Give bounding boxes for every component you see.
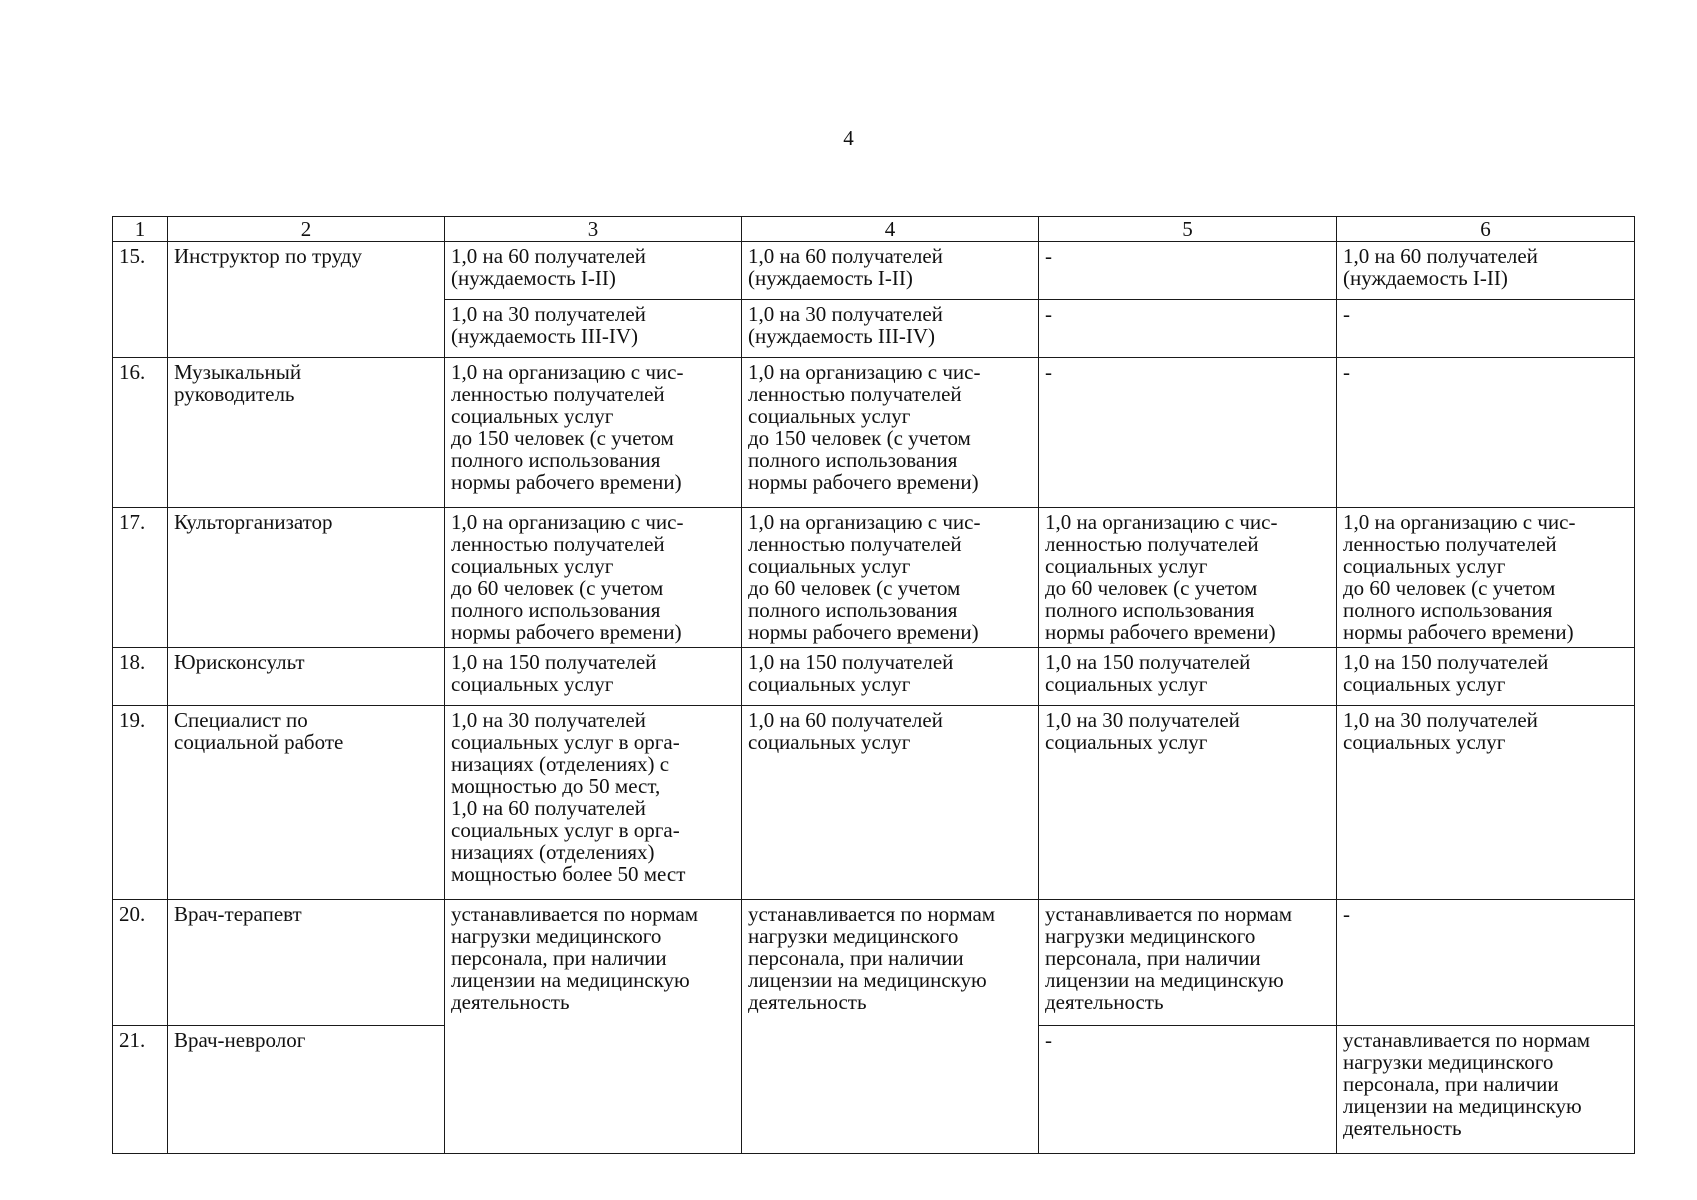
norm-text: 1,0 на организацию с чис- ленностью получателей социальных услуг до 150 человек (с учетом полного использования нормы рабочего времени) [451,360,684,494]
position-name-text: Инструктор по труду [174,244,362,268]
norm-col-5 [1039,358,1337,508]
norm-text: 1,0 на 30 получателей социальных услуг [1045,708,1240,754]
norm-col-6 [1337,300,1635,358]
row-number: 15. [113,242,168,358]
norm-col-3 [445,358,742,508]
row-number: 19. [113,706,168,900]
norm-col-3 [445,648,742,706]
norm-text: 1,0 на 30 получателей (нуждаемость III-IV) [451,302,646,348]
norm-text: - [1343,302,1350,326]
norm-text: 1,0 на 30 получателей социальных услуг [1343,708,1538,754]
table-row [113,706,1635,900]
position-name [168,706,445,900]
norm-text: 1,0 на организацию с чис- ленностью получателей социальных услуг до 60 человек (с учетом полного использования нормы рабочего времени) [1045,510,1278,644]
header-cell-6: 6 [1337,217,1635,242]
norm-text: - [1343,360,1350,384]
position-name-text: Музыкальный руководитель [174,360,302,406]
position-name [168,242,445,358]
norm-text: 1,0 на 60 получателей социальных услуг [748,708,943,754]
table-row [113,508,1635,648]
norm-col-6 [1337,242,1635,300]
norm-text: - [1045,1028,1052,1052]
header-cell-4: 4 [742,217,1039,242]
position-name-text: Врач-невролог [174,1028,306,1052]
norm-text: устанавливается по нормам нагрузки медицинского персонала, при наличии лицензии на медицинскую деятельность [1045,902,1293,1014]
norm-col-5 [1039,508,1337,648]
norm-text: 1,0 на 150 получателей социальных услуг [748,650,954,696]
norm-col-3 [445,900,742,1154]
header-cell-1: 1 [113,217,168,242]
row-number: 17. [113,508,168,648]
norm-text: - [1045,244,1052,268]
norm-text: 1,0 на организацию с чис- ленностью получателей социальных услуг до 60 человек (с учетом полного использования нормы рабочего времени) [748,510,981,644]
norm-text: устанавливается по нормам нагрузки медицинского персонала, при наличии лицензии на медицинскую деятельность [451,902,699,1014]
norm-col-6 [1337,900,1635,1026]
position-name-text: Культорганизатор [174,510,333,534]
norm-text: 1,0 на 60 получателей (нуждаемость I-II) [748,244,943,290]
norm-text: устанавливается по нормам нагрузки медицинского персонала, при наличии лицензии на медицинскую деятельность [748,902,996,1014]
norm-text: - [1343,902,1350,926]
norm-col-5 [1039,648,1337,706]
header-cell-2: 2 [168,217,445,242]
row-number: 21. [113,1026,168,1154]
norm-text: 1,0 на 150 получателей социальных услуг [451,650,657,696]
norm-text: 1,0 на организацию с чис- ленностью получателей социальных услуг до 60 человек (с учетом полного использования нормы рабочего времени) [451,510,684,644]
norm-col-4 [742,358,1039,508]
position-name [168,358,445,508]
position-name [168,900,445,1026]
norm-text: 1,0 на 150 получателей социальных услуг [1045,650,1251,696]
position-name-text: Юрисконсульт [174,650,305,674]
norm-col-5 [1039,1026,1337,1154]
norm-col-5 [1039,300,1337,358]
norm-col-6 [1337,1026,1635,1154]
norm-text: 1,0 на 60 получателей (нуждаемость I-II) [1343,244,1538,290]
norm-col-5 [1039,900,1337,1026]
norm-col-6 [1337,358,1635,508]
staffing-norms-table [112,216,1635,1154]
norm-col-3 [445,706,742,900]
norm-col-4 [742,900,1039,1154]
position-name [168,508,445,648]
row-number: 20. [113,900,168,1026]
norm-text: - [1045,360,1052,384]
norm-col-3 [445,242,742,300]
norm-col-5 [1039,706,1337,900]
norm-text: 1,0 на организацию с чис- ленностью получателей социальных услуг до 60 человек (с учетом полного использования нормы рабочего времени) [1343,510,1576,644]
norm-text: устанавливается по нормам нагрузки медицинского персонала, при наличии лицензии на медицинскую деятельность [1343,1028,1591,1140]
norm-col-4 [742,648,1039,706]
table-row [113,358,1635,508]
norm-col-4 [742,508,1039,648]
norm-text: 1,0 на 30 получателей (нуждаемость III-IV) [748,302,943,348]
norm-col-4 [742,300,1039,358]
position-name-text: Врач-терапевт [174,902,302,926]
norm-text: 1,0 на 150 получателей социальных услуг [1343,650,1549,696]
position-name-text: Специалист по социальной работе [174,708,344,754]
table-row [113,648,1635,706]
norm-col-4 [742,242,1039,300]
norm-text: - [1045,302,1052,326]
norm-text: 1,0 на 30 получателей социальных услуг в орга- низациях (отделениях) с мощностью до 50 мест, 1,0 на 60 получателей социальных услуг в орга- низациях (отделениях) мощностью более 50 мест [451,708,686,886]
table-header-row [113,217,1635,242]
norm-text: 1,0 на организацию с чис- ленностью получателей социальных услуг до 150 человек (с учетом полного использования нормы рабочего времени) [748,360,981,494]
table-row [113,242,1635,300]
header-cell-5: 5 [1039,217,1337,242]
norm-col-5 [1039,242,1337,300]
header-cell-3: 3 [445,217,742,242]
norm-col-4 [742,706,1039,900]
norm-text: 1,0 на 60 получателей (нуждаемость I-II) [451,244,646,290]
norm-col-3 [445,508,742,648]
page-number: 4 [843,126,854,150]
row-number: 16. [113,358,168,508]
norm-col-6 [1337,648,1635,706]
norm-col-6 [1337,508,1635,648]
position-name [168,648,445,706]
table-row [113,900,1635,1026]
position-name [168,1026,445,1154]
row-number: 18. [113,648,168,706]
norm-col-3 [445,300,742,358]
norm-col-6 [1337,706,1635,900]
